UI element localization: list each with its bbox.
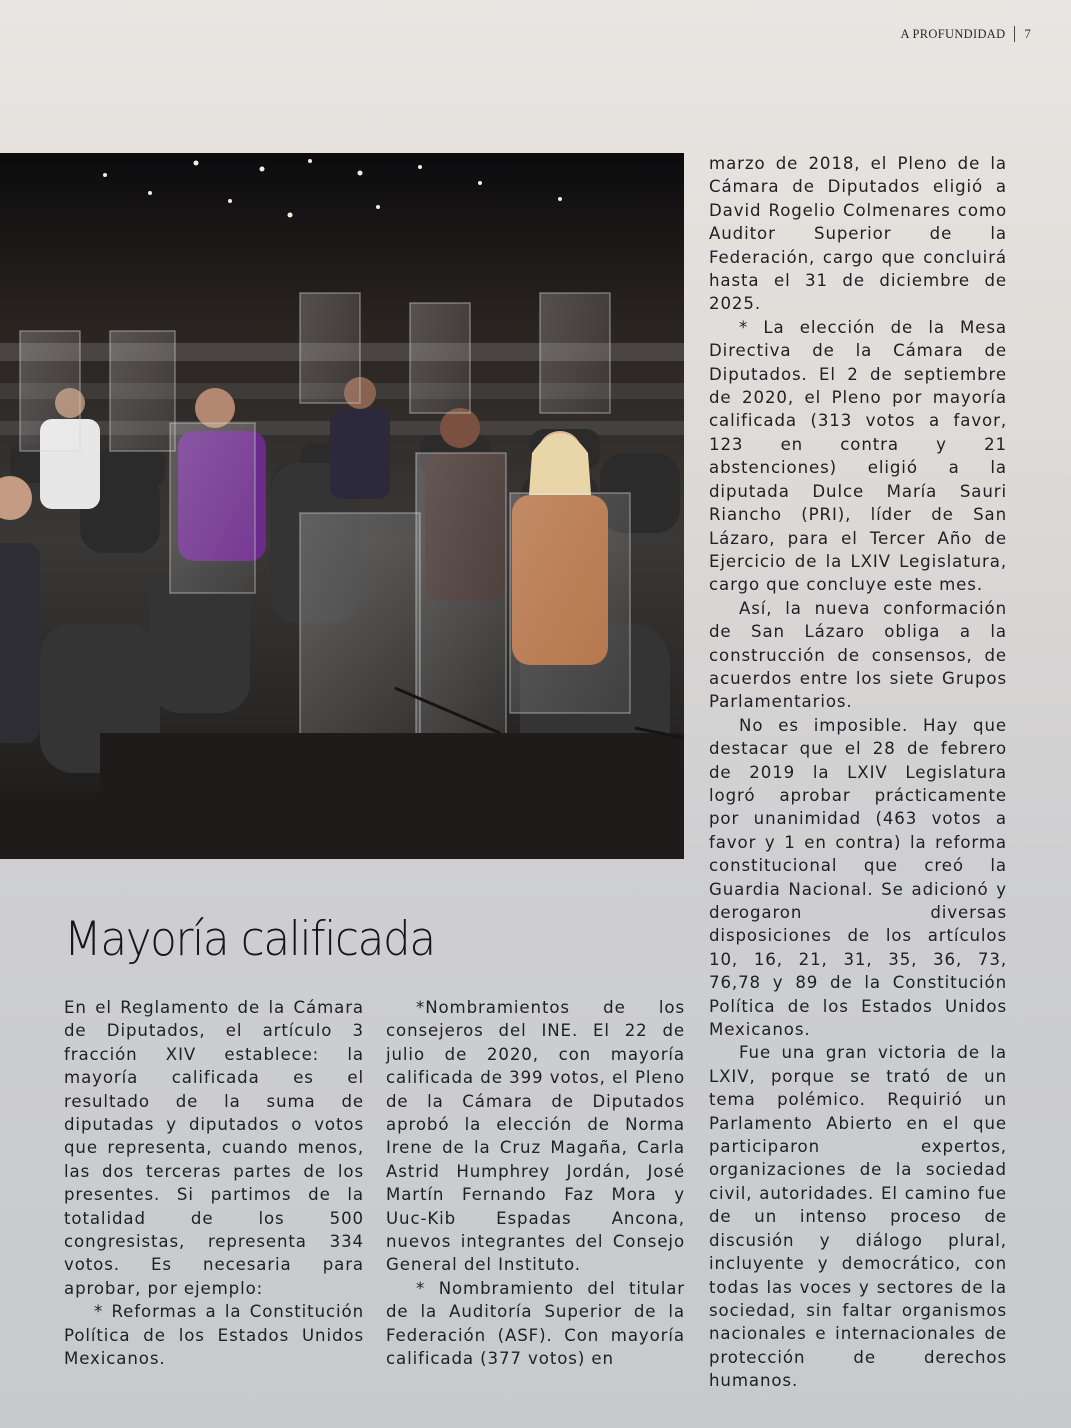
text-column-3 bbox=[709, 152, 1007, 1393]
paragraph: Fue una gran victoria de la LXIV, porque se trató de un tema polémico. Requirió un Parlamento Abierto en el que participaron expertos, organizaciones de la sociedad civil, autoridades. El camino fue de un intenso proceso de discusión y diálogo plural, incluyente y democrático, con todas las voces y sectores de la sociedad, sin faltar organismos nacionales e internacionales de protección de derechos humanos. bbox=[709, 1043, 1007, 1391]
text-column-1 bbox=[64, 996, 364, 1371]
page-header bbox=[900, 26, 1031, 42]
paragraph: * Nombramiento del titular de la Auditoría Superior de la Federación (ASF). Con mayoría calificada (377 votos) en bbox=[386, 1278, 685, 1369]
section-title: A PROFUNDIDAD bbox=[900, 26, 1006, 41]
header-divider bbox=[1014, 26, 1015, 42]
chamber-photo-illustration bbox=[0, 153, 684, 859]
chamber-photo bbox=[0, 153, 684, 859]
paragraph: * La elección de la Mesa Directiva de la Cámara de Diputados. El 2 de septiembre de 2020, el Pleno por mayoría calificada (313 votos a favor, 123 en contra y 21 abstenciones) eligió a la diputada Dulce María Sauri Riancho (PRI), líder de San Lázaro, para el Tercer Año de Ejercicio de la LXIV Legislatura, cargo que concluye este mes. bbox=[709, 317, 1007, 595]
paragraph: *Nombramientos de los consejeros del INE. El 22 de julio de 2020, con mayoría calificada de 399 votos, el Pleno de la Cámara de Diputados aprobó la elección de Norma Irene de la Cruz Magaña, Carla Astrid Humphrey Jordán, José Martín Fernando Faz Mora y Uuc-Kib Espadas Ancona, nuevos integrantes del Consejo General del Instituto. bbox=[386, 998, 685, 1275]
paragraph: Así, la nueva conformación de San Lázaro obliga a la construcción de consensos, de acuerdos entre los siete Grupos Parlamentarios. bbox=[709, 598, 1007, 712]
text-column-2 bbox=[386, 996, 685, 1371]
paragraph: marzo de 2018, el Pleno de la Cámara de Diputados eligió a David Rogelio Colmenares como Auditor Superior de la Federación, cargo que concluirá hasta el 31 de diciembre de 2025. bbox=[709, 154, 1007, 314]
page-number: 7 bbox=[1024, 26, 1031, 41]
paragraph: * Reformas a la Constitución Política de los Estados Unidos Mexicanos. bbox=[64, 1302, 364, 1369]
paragraph: En el Reglamento de la Cámara de Diputados, el artículo 3 fracción XIV establece: la mayoría calificada es el resultado de la suma de diputadas y diputados o votos que representa, cuando menos, las dos terceras partes de los presentes. Si partimos de la totalidad de los 500 congresistas, representa 334 votos. Es necesaria para aprobar, por ejemplo: bbox=[64, 998, 364, 1298]
section-heading: Mayoría calificada bbox=[64, 912, 435, 967]
paragraph: No es imposible. Hay que destacar que el 28 de febrero de 2019 la LXIV Legislatura logró aprobar prácticamente por unanimidad (463 votos a favor y 1 en contra) la reforma constitucional que creó la Guardia Nacional. Se adicionó y derogaron diversas disposiciones de los artículos 10, 16, 21, 31, 35, 36, 73, 76,78 y 89 de la Constitución Política de los Estados Unidos Mexicanos. bbox=[709, 715, 1007, 1040]
